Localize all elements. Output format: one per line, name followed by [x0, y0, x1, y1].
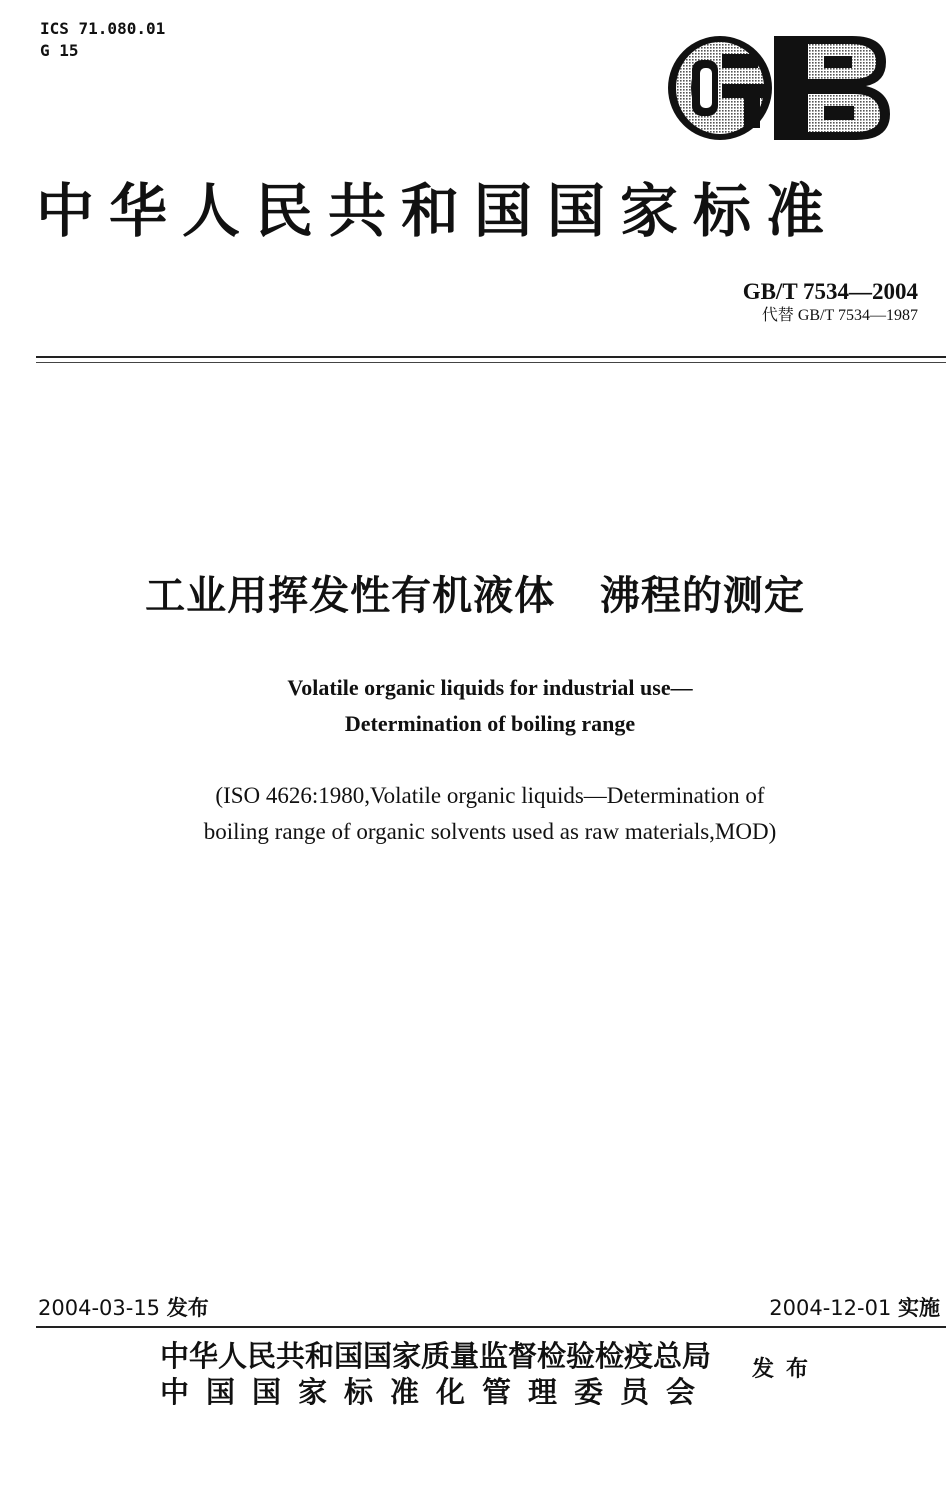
issuing-authorities [160, 1338, 712, 1410]
iso-reference-line2: boiling range of organic solvents used as raw materials,MOD) [203, 819, 777, 844]
iso-reference [0, 778, 950, 850]
classification-codes [40, 18, 165, 62]
title-english [0, 670, 950, 742]
replaces-standard: 代替 GB/T 7534—1987 [761, 307, 918, 324]
footer-divider [36, 1326, 946, 1328]
title-chinese: 工业用挥发性有机液体 沸程的测定 [145, 573, 805, 619]
ccs-code: G 15 [40, 41, 79, 60]
iso-reference-line1: (ISO 4626:1980,Volatile organic liquids—Determination of [215, 783, 765, 808]
issue-date-block [38, 1294, 209, 1322]
standard-number: GB/T 7534—2004 [742, 279, 918, 304]
title-english-line1: Volatile organic liquids for industrial use— [287, 675, 693, 700]
authority-sac: 中国国家标准化管理委员会 [160, 1375, 713, 1409]
gb-logo-icon [662, 32, 892, 144]
header-divider-thin [36, 362, 946, 363]
publish-label: 发布 [752, 1357, 821, 1382]
implement-date: 2004-12-01 [769, 1296, 892, 1320]
issue-date: 2004-03-15 [38, 1296, 161, 1320]
standard-number-block [743, 278, 918, 326]
authority-aqsiq: 中华人民共和国国家质量监督检验检疫总局 [160, 1339, 712, 1373]
implement-date-block [769, 1294, 940, 1322]
ics-code: ICS 71.080.01 [40, 19, 166, 38]
title-english-line2: Determination of boiling range [344, 711, 636, 736]
national-standard-title: 中华人民共和国国家标准 [36, 177, 840, 245]
header-divider [36, 356, 946, 358]
issue-label: 发布 [166, 1296, 209, 1320]
implement-label: 实施 [898, 1296, 940, 1320]
